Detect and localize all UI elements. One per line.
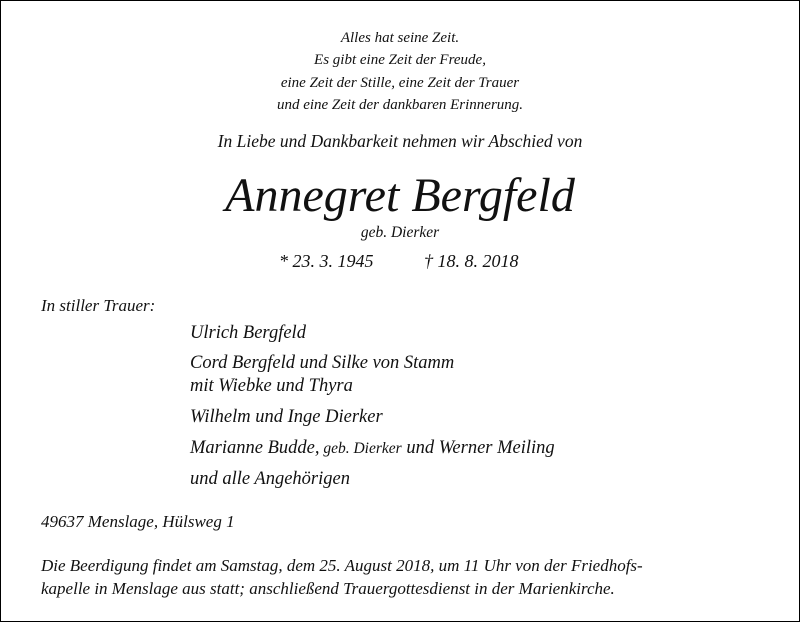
address: 49637 Menslage, Hülsweg 1 (41, 512, 235, 531)
mourner-line: Ulrich Bergfeld (190, 323, 306, 343)
funeral-notice (41, 555, 761, 600)
poem-line: und eine Zeit der dankbaren Erinnerung. (276, 96, 524, 113)
maiden-name: geb. Dierker (360, 224, 440, 241)
mourner-maiden-name: geb. Dierker (319, 440, 402, 457)
mourner-name: Marianne Budde, (190, 438, 320, 458)
mourner-line: mit Wiebke und Thyra (190, 376, 353, 396)
mourner-line: und alle Angehörigen (190, 469, 350, 489)
intro-text: In Liebe und Dankbarkeit nehmen wir Abschied von (217, 131, 583, 151)
death-date: † 18. 8. 2018 (424, 251, 519, 271)
funeral-line: Die Beerdigung findet am Samstag, dem 25. August 2018, um 11 Uhr von der Friedhofs- (41, 556, 643, 575)
poem-line: Es gibt eine Zeit der Freude, (314, 52, 486, 69)
mourner-line: Cord Bergfeld und Silke von Stamm (190, 353, 455, 373)
mourner-line: Wilhelm und Inge Dierker (190, 407, 383, 427)
mourner-partner: und Werner Meiling (401, 438, 555, 458)
poem-line: Alles hat seine Zeit. (340, 30, 460, 46)
mourning-label: In stiller Trauer: (41, 296, 156, 315)
funeral-line: kapelle in Menslage aus statt; anschließend Trauergottesdienst in der Marienkirche. (41, 578, 615, 598)
poem-line: eine Zeit der Stille, eine Zeit der Trauer (280, 74, 520, 91)
birth-date: * 23. 3. 1945 (279, 251, 374, 271)
poem (0, 27, 800, 116)
deceased-name: Annegret Bergfeld (225, 169, 575, 222)
mourner-line (190, 437, 555, 460)
